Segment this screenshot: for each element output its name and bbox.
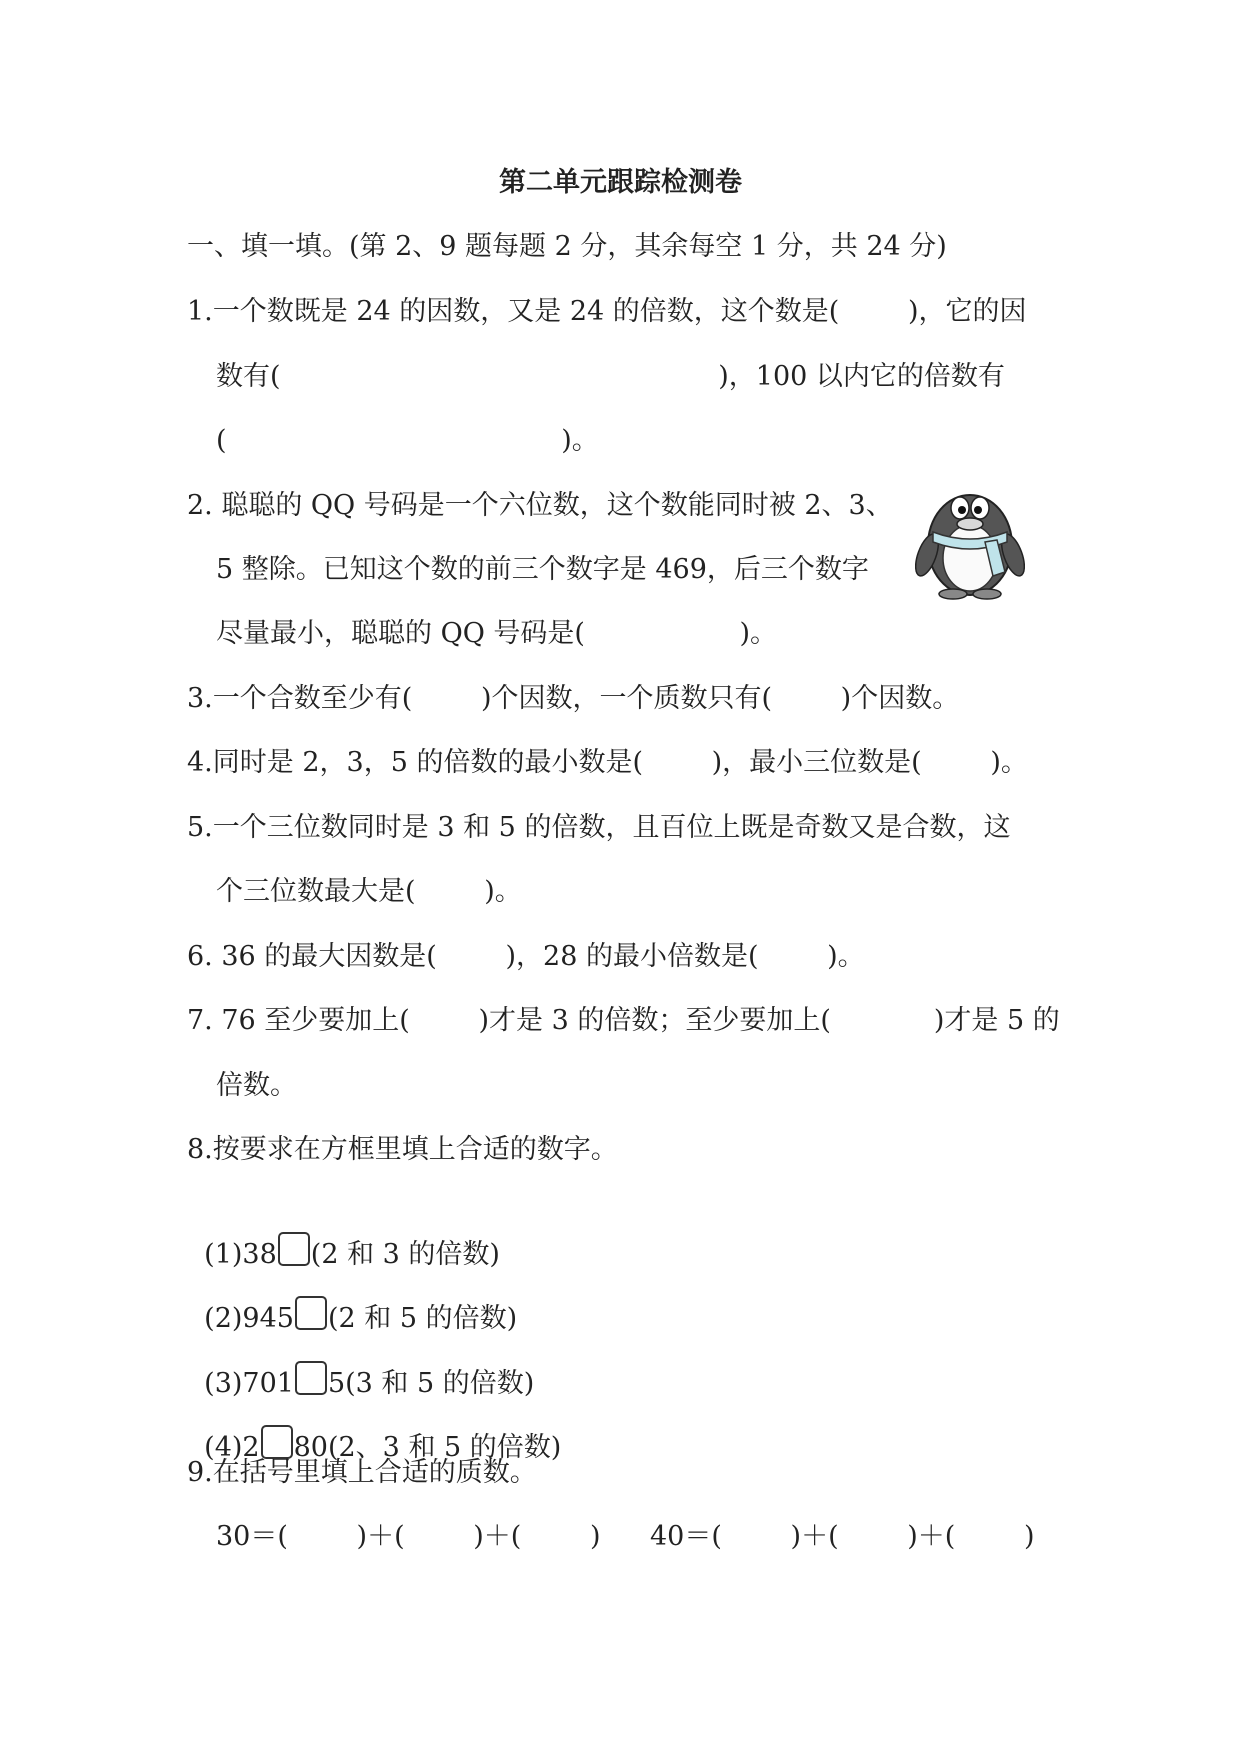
question-7-line-1: 7. 76 至少要加上( )才是 3 的倍数；至少要加上( )才是 5 的	[187, 1005, 1060, 1036]
question-9-stem: 9.在括号里填上合适的质数。	[187, 1457, 537, 1488]
part-1-prefix: (1)38	[204, 1239, 277, 1270]
answer-box[interactable]	[278, 1232, 310, 1266]
question-4: 4.同时是 2，3，5 的倍数的最小数是( )，最小三位数是( )。	[187, 747, 1028, 778]
question-5-line-1: 5.一个三位数同时是 3 和 5 的倍数，且百位上既是奇数又是合数，这	[187, 812, 1011, 843]
part-4-prefix: (4)2	[204, 1432, 260, 1463]
question-9-equation-2: 40＝( )＋( )＋( )	[650, 1521, 1035, 1552]
question-8-part-3	[187, 1327, 534, 1401]
question-2-line-2: 5 整除。已知这个数的前三个数字是 469，后三个数字	[216, 554, 869, 585]
answer-box[interactable]	[295, 1361, 327, 1395]
question-8-part-1	[187, 1198, 500, 1272]
part-3-prefix: (3)701	[204, 1368, 294, 1399]
answer-box[interactable]	[295, 1296, 327, 1330]
question-6: 6. 36 的最大因数是( )，28 的最小倍数是( )。	[187, 941, 865, 972]
question-2-line-1: 2. 聪聪的 QQ 号码是一个六位数，这个数能同时被 2、3、	[187, 490, 893, 521]
answer-box[interactable]	[261, 1425, 293, 1459]
question-1-line-3: ( )。	[216, 425, 599, 456]
section-heading: 一、填一填。(第 2、9 题每题 2 分，其余每空 1 分，共 24 分)	[187, 231, 947, 262]
part-4-suffix: 80(2、3 和 5 的倍数)	[293, 1432, 562, 1463]
question-8-stem: 8.按要求在方框里填上合适的数字。	[187, 1134, 618, 1165]
part-3-suffix: 5(3 和 5 的倍数)	[327, 1368, 535, 1399]
question-5-line-2: 个三位数最大是( )。	[216, 876, 522, 907]
page-title: 第二单元跟踪检测卷	[499, 167, 742, 198]
question-8-part-2	[187, 1262, 517, 1336]
question-7-line-2: 倍数。	[216, 1070, 297, 1101]
penguin-icon	[915, 480, 1025, 600]
question-1-line-2: 数有( )，100 以内它的倍数有	[216, 361, 1005, 392]
question-3: 3.一个合数至少有( )个因数，一个质数只有( )个因数。	[187, 683, 960, 714]
question-8-part-4	[187, 1391, 561, 1465]
question-9-equation-1: 30＝( )＋( )＋( )	[216, 1521, 601, 1552]
question-1-line-1: 1.一个数既是 24 的因数，又是 24 的倍数，这个数是( )，它的因	[187, 296, 1027, 327]
part-2-prefix: (2)945	[204, 1303, 294, 1334]
question-2-line-3: 尽量最小，聪聪的 QQ 号码是( )。	[216, 618, 777, 649]
part-2-suffix: (2 和 5 的倍数)	[327, 1303, 518, 1334]
part-1-suffix: (2 和 3 的倍数)	[310, 1239, 500, 1270]
